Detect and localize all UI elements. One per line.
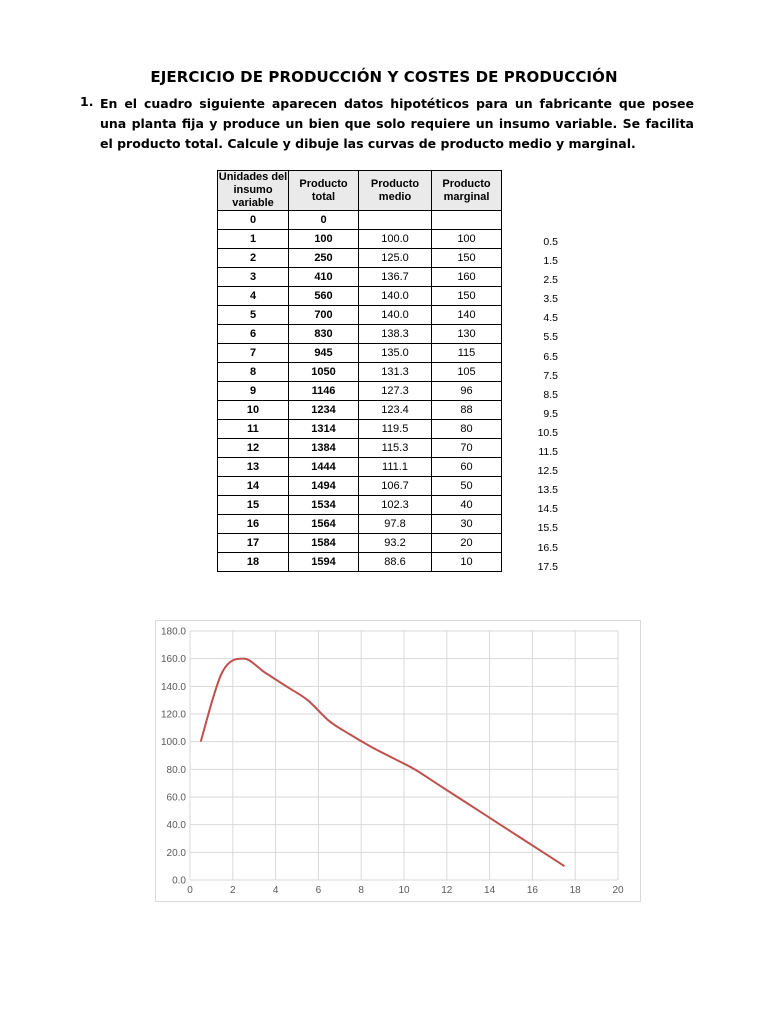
side-value: 1.5 bbox=[543, 255, 558, 268]
marginal-cell: 150 bbox=[432, 287, 502, 306]
units-cell: 11 bbox=[218, 420, 289, 439]
medio-cell: 100.0 bbox=[359, 230, 432, 249]
y-tick-label: 180.0 bbox=[160, 626, 186, 638]
side-value: 14.5 bbox=[537, 503, 558, 516]
total-cell: 250 bbox=[289, 249, 359, 268]
chart-svg bbox=[156, 621, 640, 901]
medio-cell: 131.3 bbox=[359, 363, 432, 382]
side-value: 6.5 bbox=[543, 350, 558, 363]
marginal-cell: 40 bbox=[432, 496, 502, 515]
units-cell: 13 bbox=[218, 458, 289, 477]
marginal-cell: 50 bbox=[432, 477, 502, 496]
table-row bbox=[218, 230, 502, 249]
total-cell: 700 bbox=[289, 306, 359, 325]
y-tick-label: 140.0 bbox=[160, 681, 186, 693]
x-tick-label: 10 bbox=[398, 885, 410, 896]
marginal-cell: 100 bbox=[432, 230, 502, 249]
table-row bbox=[218, 306, 502, 325]
marginal-cell: 115 bbox=[432, 344, 502, 363]
header-marginal-label: Producto marginal bbox=[442, 177, 491, 203]
total-cell: 1494 bbox=[289, 477, 359, 496]
units-cell: 6 bbox=[218, 325, 289, 344]
table-row bbox=[218, 287, 502, 306]
y-tick-label: 20.0 bbox=[166, 847, 186, 859]
medio-cell: 93.2 bbox=[359, 534, 432, 553]
units-cell: 10 bbox=[218, 401, 289, 420]
medio-cell: 106.7 bbox=[359, 477, 432, 496]
side-value: 5.5 bbox=[543, 331, 558, 344]
x-tick-label: 6 bbox=[315, 885, 322, 896]
side-value: 17.5 bbox=[537, 560, 558, 573]
table-row bbox=[218, 496, 502, 515]
table-row bbox=[218, 268, 502, 287]
units-cell: 12 bbox=[218, 439, 289, 458]
units-cell: 8 bbox=[218, 363, 289, 382]
marginal-cell: 30 bbox=[432, 515, 502, 534]
units-cell: 3 bbox=[218, 268, 289, 287]
total-cell: 1384 bbox=[289, 439, 359, 458]
y-tick-label: 40.0 bbox=[166, 820, 186, 832]
y-tick-label: 120.0 bbox=[160, 709, 186, 721]
total-cell: 1564 bbox=[289, 515, 359, 534]
question-text: En el cuadro siguiente aparecen datos hipotéticos para un fabricante que posee una planta fija y produce un bien que solo requiere un insumo variable. Se facilita el producto total. Calcule y dibuje las curvas de producto medio y marginal. bbox=[100, 96, 694, 151]
x-tick-label: 16 bbox=[526, 885, 538, 896]
side-value: 15.5 bbox=[537, 522, 558, 535]
side-value: 16.5 bbox=[537, 541, 558, 554]
table-row bbox=[218, 553, 502, 572]
x-tick-label: 18 bbox=[569, 885, 581, 896]
marginal-cell: 10 bbox=[432, 553, 502, 572]
table-row bbox=[218, 515, 502, 534]
marginal-cell: 150 bbox=[432, 249, 502, 268]
header-medio bbox=[359, 171, 432, 211]
marginal-cell: 96 bbox=[432, 382, 502, 401]
x-tick-label: 14 bbox=[484, 885, 496, 896]
units-cell: 15 bbox=[218, 496, 289, 515]
table-row bbox=[218, 249, 502, 268]
side-value: 13.5 bbox=[537, 484, 558, 497]
medio-cell: 97.8 bbox=[359, 515, 432, 534]
side-value: 8.5 bbox=[543, 388, 558, 401]
units-cell: 1 bbox=[218, 230, 289, 249]
medio-cell: 140.0 bbox=[359, 306, 432, 325]
total-cell: 945 bbox=[289, 344, 359, 363]
marginal-cell: 130 bbox=[432, 325, 502, 344]
medio-cell: 88.6 bbox=[359, 553, 432, 572]
x-tick-label: 12 bbox=[441, 885, 453, 896]
total-cell: 1584 bbox=[289, 534, 359, 553]
y-tick-label: 60.0 bbox=[166, 792, 186, 804]
side-value: 10.5 bbox=[537, 426, 558, 439]
total-cell: 0 bbox=[289, 211, 359, 230]
total-cell: 1050 bbox=[289, 363, 359, 382]
units-cell: 0 bbox=[218, 211, 289, 230]
header-total bbox=[289, 171, 359, 211]
table-row bbox=[218, 344, 502, 363]
header-total-label: Producto total bbox=[299, 177, 348, 203]
table-row bbox=[218, 534, 502, 553]
medio-cell: 111.1 bbox=[359, 458, 432, 477]
medio-cell: 125.0 bbox=[359, 249, 432, 268]
units-cell: 4 bbox=[218, 287, 289, 306]
question-number: 1. bbox=[80, 94, 94, 109]
medio-cell bbox=[359, 211, 432, 230]
marginal-cell: 88 bbox=[432, 401, 502, 420]
y-tick-label: 160.0 bbox=[160, 654, 186, 666]
page-title: EJERCICIO DE PRODUCCIÓN Y COSTES DE PRODUCCIÓN bbox=[150, 68, 618, 86]
total-cell: 100 bbox=[289, 230, 359, 249]
total-cell: 1234 bbox=[289, 401, 359, 420]
table-row bbox=[218, 325, 502, 344]
side-value: 4.5 bbox=[543, 312, 558, 325]
header-units bbox=[218, 171, 289, 211]
table-row bbox=[218, 477, 502, 496]
x-tick-label: 4 bbox=[272, 885, 279, 896]
side-value: 3.5 bbox=[543, 293, 558, 306]
units-cell: 18 bbox=[218, 553, 289, 572]
table-header-row bbox=[218, 171, 502, 211]
y-tick-label: 100.0 bbox=[160, 737, 186, 749]
table-row bbox=[218, 401, 502, 420]
marginal-product-chart bbox=[155, 620, 641, 902]
medio-cell: 115.3 bbox=[359, 439, 432, 458]
table-row bbox=[218, 211, 502, 230]
medio-cell: 127.3 bbox=[359, 382, 432, 401]
total-cell: 1594 bbox=[289, 553, 359, 572]
side-value: 2.5 bbox=[543, 274, 558, 287]
units-cell: 17 bbox=[218, 534, 289, 553]
marginal-cell: 160 bbox=[432, 268, 502, 287]
units-cell: 5 bbox=[218, 306, 289, 325]
table-row bbox=[218, 420, 502, 439]
marginal-cell: 70 bbox=[432, 439, 502, 458]
marginal-cell bbox=[432, 211, 502, 230]
total-cell: 1314 bbox=[289, 420, 359, 439]
total-cell: 560 bbox=[289, 287, 359, 306]
side-value: 11.5 bbox=[538, 446, 558, 459]
side-value-column bbox=[528, 233, 558, 577]
x-tick-label: 0 bbox=[187, 885, 193, 896]
header-medio-label: Producto medio bbox=[370, 177, 420, 203]
total-cell: 1444 bbox=[289, 458, 359, 477]
units-cell: 9 bbox=[218, 382, 289, 401]
marginal-cell: 20 bbox=[432, 534, 502, 553]
x-tick-label: 20 bbox=[612, 885, 624, 896]
marginal-cell: 105 bbox=[432, 363, 502, 382]
total-cell: 410 bbox=[289, 268, 359, 287]
production-table bbox=[217, 170, 502, 572]
y-tick-label: 80.0 bbox=[166, 764, 186, 776]
x-tick-label: 8 bbox=[358, 885, 364, 896]
table-row bbox=[218, 439, 502, 458]
side-value: 12.5 bbox=[537, 465, 558, 478]
medio-cell: 135.0 bbox=[359, 344, 432, 363]
total-cell: 1146 bbox=[289, 382, 359, 401]
marginal-cell: 140 bbox=[432, 306, 502, 325]
units-cell: 14 bbox=[218, 477, 289, 496]
table-row bbox=[218, 382, 502, 401]
medio-cell: 119.5 bbox=[359, 420, 432, 439]
header-marginal bbox=[432, 171, 502, 211]
total-cell: 1534 bbox=[289, 496, 359, 515]
units-cell: 2 bbox=[218, 249, 289, 268]
medio-cell: 136.7 bbox=[359, 268, 432, 287]
medio-cell: 140.0 bbox=[359, 287, 432, 306]
marginal-product-line bbox=[201, 659, 565, 867]
header-units-label: Unidades del insumo variable bbox=[218, 171, 288, 209]
table-row bbox=[218, 458, 502, 477]
marginal-cell: 80 bbox=[432, 420, 502, 439]
medio-cell: 123.4 bbox=[359, 401, 432, 420]
table-row bbox=[218, 363, 502, 382]
marginal-cell: 60 bbox=[432, 458, 502, 477]
side-value: 0.5 bbox=[543, 236, 558, 248]
units-cell: 7 bbox=[218, 344, 289, 363]
total-cell: 830 bbox=[289, 325, 359, 344]
medio-cell: 102.3 bbox=[359, 496, 432, 515]
side-value: 9.5 bbox=[543, 407, 558, 420]
y-tick-label: 0.0 bbox=[172, 875, 186, 887]
table-body bbox=[218, 211, 502, 572]
side-value: 7.5 bbox=[543, 369, 558, 382]
x-tick-label: 2 bbox=[230, 885, 236, 896]
units-cell: 16 bbox=[218, 515, 289, 534]
medio-cell: 138.3 bbox=[359, 325, 432, 344]
